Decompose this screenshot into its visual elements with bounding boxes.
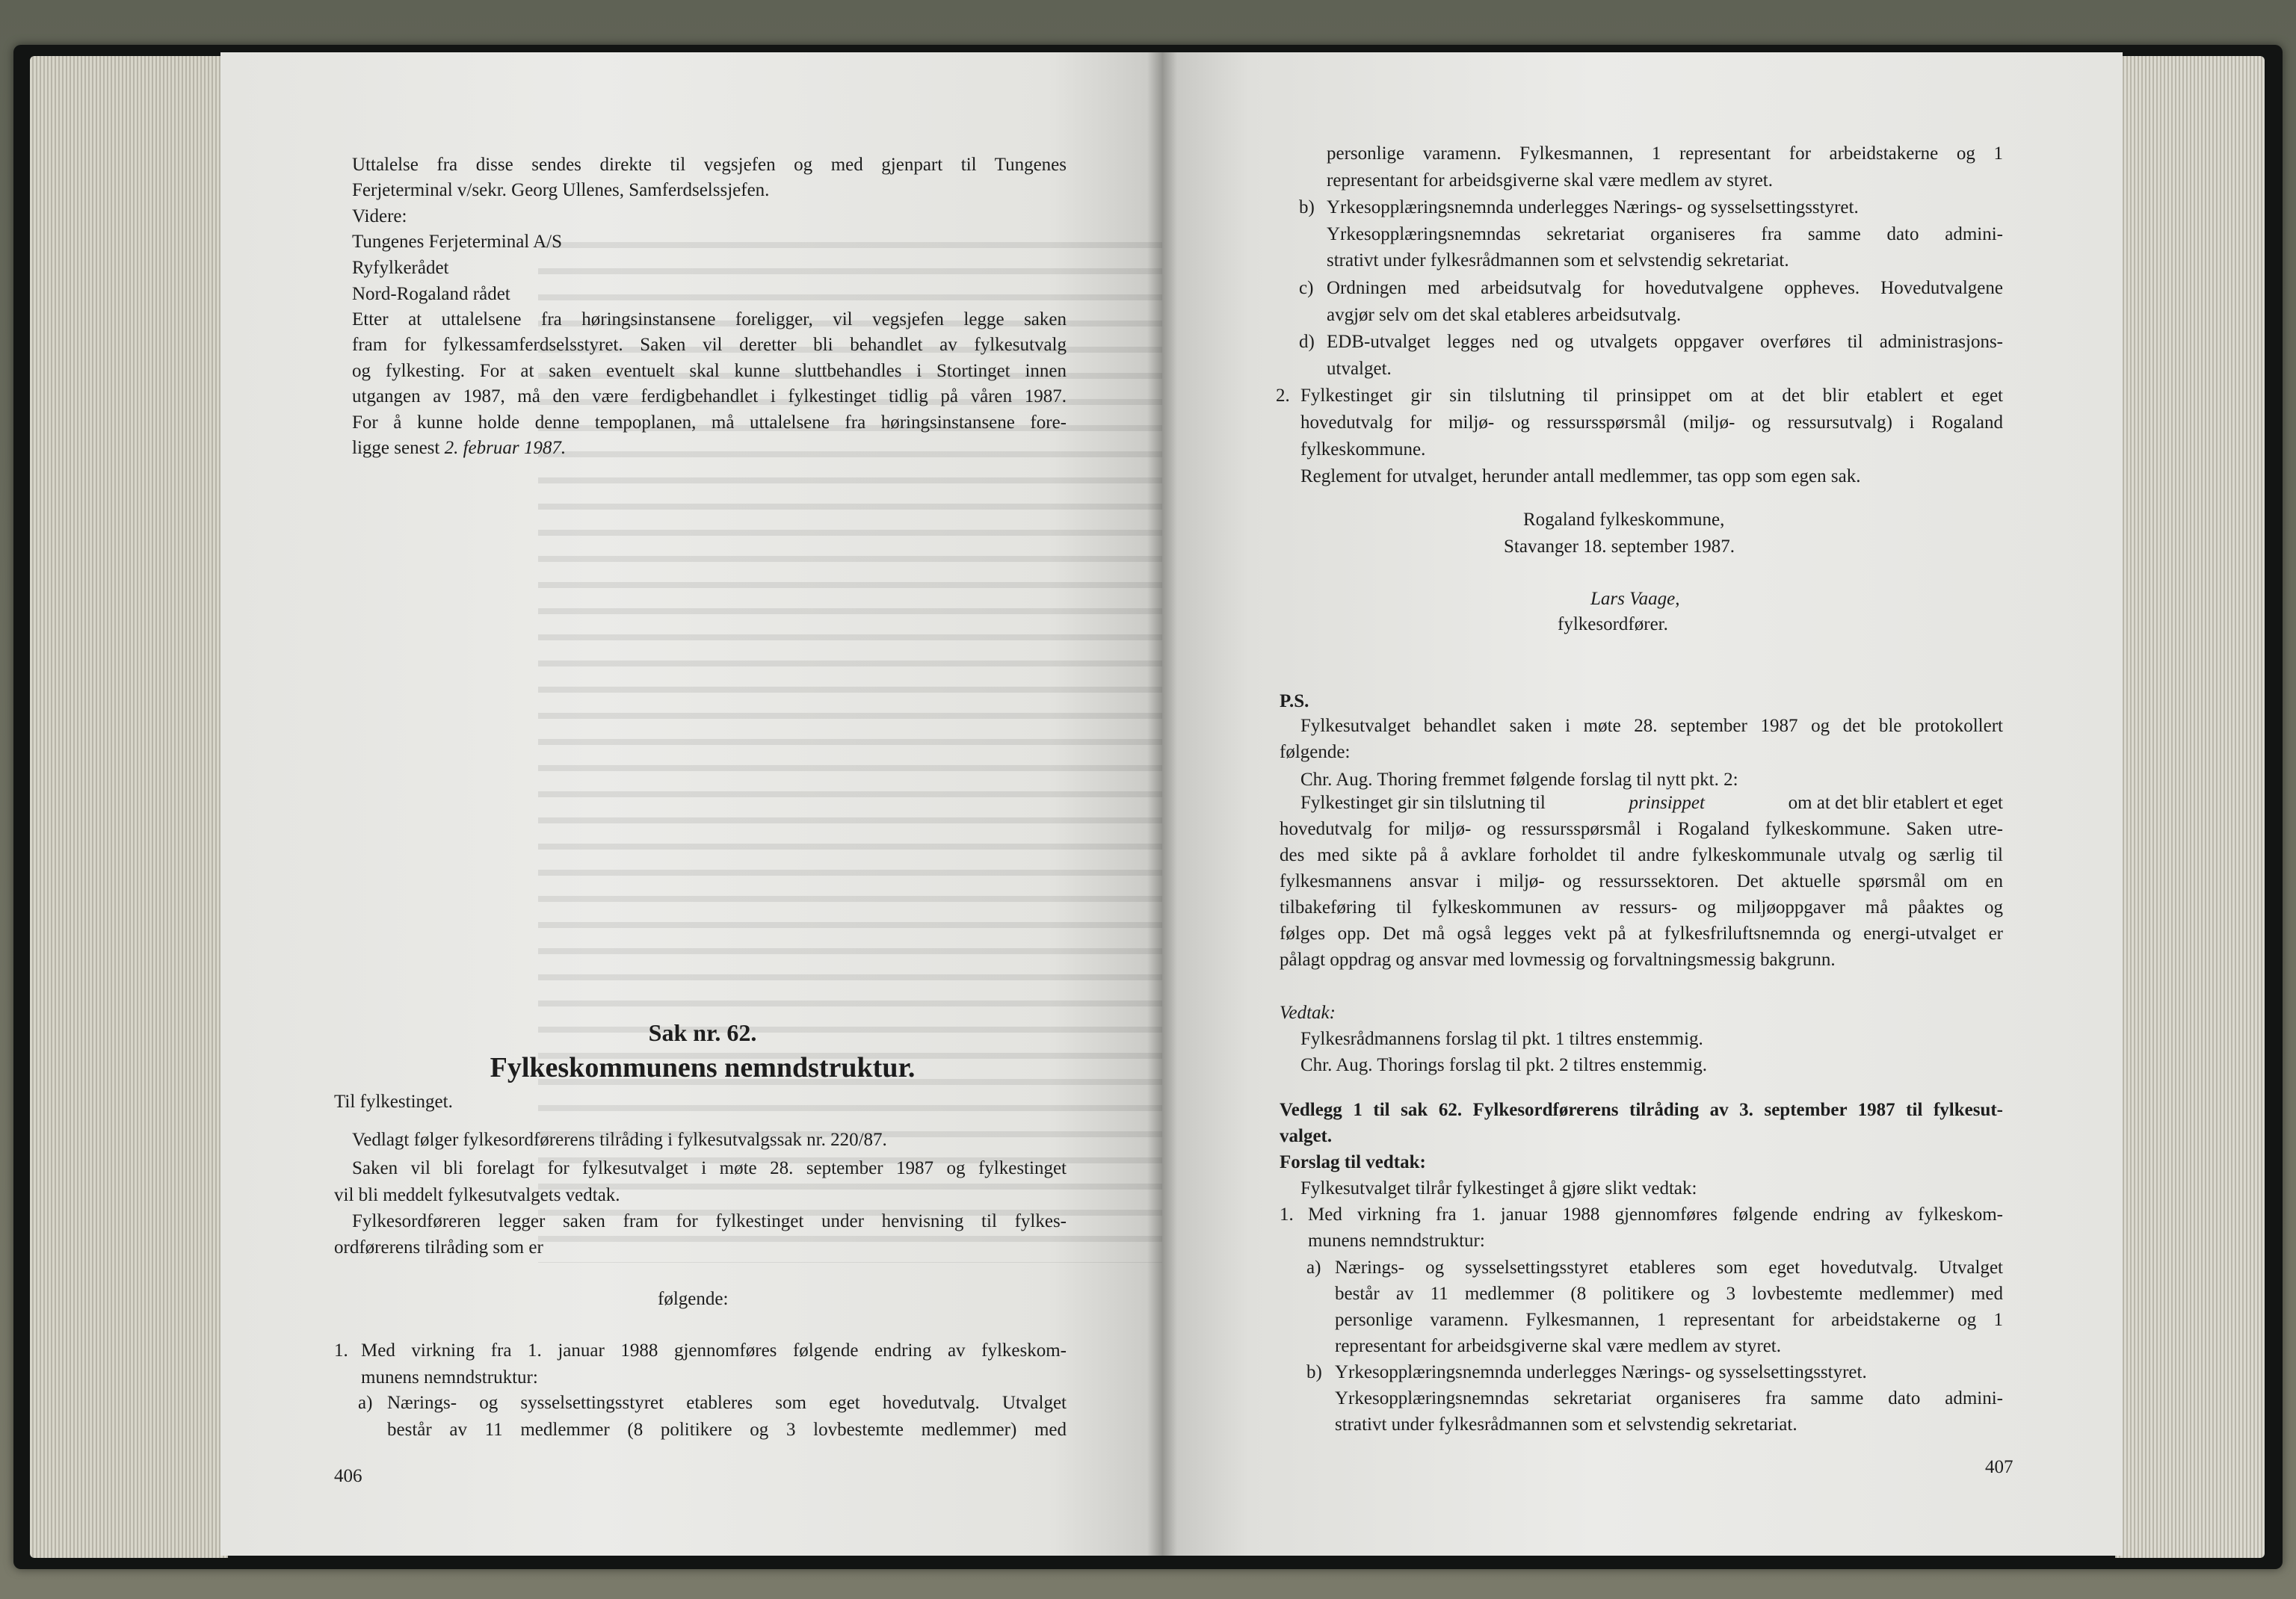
deadline-date: 2. februar 1987. (444, 438, 567, 458)
text-line: munens nemndstruktur: (361, 1367, 538, 1388)
list-letter: d) (1299, 332, 1315, 352)
text-line: hovedutvalg for miljø- og ressursspørsmål i Rogaland fylkeskommune. Saken utre- (1280, 819, 2003, 839)
text-line: følgende: (1280, 742, 1351, 762)
text-line: strativt under fylkesrådmannen som et selvstendig sekretariat. (1327, 250, 1789, 270)
list-number: 1. (334, 1340, 348, 1361)
list-number: 1. (1280, 1204, 1294, 1225)
sak-title: Sak nr. 62. (648, 1019, 757, 1046)
text-line: fram for fylkessamferdselsstyret. Saken vil deretter bli behandlet av fylkesutvalg (352, 335, 1067, 355)
text-line: Nord-Rogaland rådet (352, 284, 510, 304)
ps-para-emphasis: prinsippet (1629, 793, 1705, 813)
text-line: utvalget. (1327, 359, 1392, 379)
text-line: Uttalelse fra disse sendes direkte til vegsjefen og med gjenpart til Tungenes (352, 155, 1067, 175)
text-line: vil bli meddelt fylkesutvalgets vedtak. (334, 1185, 620, 1205)
text-line: følges opp. Det må også legges vekt på at fylkesfriluftsnemnda og energi-utvalget er (1280, 924, 2003, 944)
text-line: Nærings- og sysselsettingsstyret etableres som eget hovedutvalg. Utvalget (387, 1393, 1067, 1413)
text-line: ordførerens tilråding som er (334, 1237, 543, 1258)
sak-subtitle: Fylkeskommunens nemndstruktur. (490, 1052, 916, 1083)
text-line: Nærings- og sysselsettingsstyret etableres som eget hovedutvalg. Utvalget (1335, 1258, 2003, 1278)
text-line: og fylkesting. For at saken eventuelt skal kunne sluttbehandles i Stortinget innen (352, 361, 1067, 381)
text-line: utgangen av 1987, må den være ferdigbehandlet i fylkestinget tidlig på våren 1987. (352, 386, 1067, 406)
text-line: Med virkning fra 1. januar 1988 gjennomføres følgende endring av fylkeskom- (1308, 1204, 2003, 1225)
text-line: Fylkestinget gir sin tilslutning til prinsippet om at det blir etablert et eget (1300, 386, 2003, 406)
left-page-edges (30, 56, 228, 1558)
text-line: personlige varamenn. Fylkesmannen, 1 representant for arbeidstakerne og 1 (1327, 143, 2003, 164)
list-number: 2. (1276, 386, 1290, 406)
right-page-edges (2115, 56, 2265, 1558)
text-line: representant for arbeidsgiverne skal være medlem av styret. (1335, 1336, 1781, 1356)
text-line: Etter at uttalelsene fra høringsinstansene foreligger, vil vegsjefen legge saken (352, 309, 1067, 330)
text-line: pålagt oppdrag og ansvar med lovmessig og forvaltningsmessig bakgrunn. (1280, 950, 1836, 970)
ps-heading: P.S. (1280, 691, 1309, 711)
list-letter: b) (1299, 197, 1315, 217)
forslag-heading: Forslag til vedtak: (1280, 1152, 1426, 1172)
ps-para-pre: Fylkestinget gir sin tilslutning til (1300, 793, 1546, 813)
text-line: EDB-utvalget legges ned og utvalgets oppgaver overføres til administrasjons- (1327, 332, 2003, 352)
text-line: des med sikte på å avklare forholdet til andre fylkeskommunale utvalg og særlig til (1280, 845, 2003, 865)
signature-org: Rogaland fylkeskommune, (1523, 510, 1725, 530)
text-line: munens nemndstruktur: (1308, 1231, 1485, 1251)
text-line: avgjør selv om det skal etableres arbeidsutvalg. (1327, 305, 1682, 325)
text-line: Chr. Aug. Thoring fremmet følgende forslag til nytt pkt. 2: (1300, 770, 1738, 790)
text-line: Videre: (352, 206, 407, 226)
text-line: fylkeskommune. (1300, 439, 1426, 460)
text-line: Fylkesordføreren legger saken fram for fylkestinget under henvisning til fylkes- (352, 1211, 1067, 1231)
text-line: Ferjeterminal v/sekr. Georg Ullenes, Samferdselssjefen. (352, 180, 770, 200)
list-letter: a) (358, 1393, 373, 1413)
text-line: fylkesmannens ansvar i miljø- og ressurssektoren. Det aktuelle spørsmål om en (1280, 871, 2003, 891)
text-line: Fylkesutvalget behandlet saken i møte 28. september 1987 og det ble protokollert (1300, 716, 2003, 736)
text-line: strativt under fylkesrådmannen som et selvstendig sekretariat. (1335, 1414, 1797, 1435)
vedlegg-heading: valget. (1280, 1126, 1333, 1146)
text-line: tilbakeføring til fylkeskommunen av ressurs- og miljøoppgaver må påaktes og (1280, 897, 2003, 918)
text-line: Reglement for utvalget, herunder antall medlemmer, tas opp som egen sak. (1300, 466, 1861, 486)
list-letter: c) (1299, 278, 1314, 298)
text-line: Yrkesopplæringsnemnda underlegges Nærings- og sysselsettingsstyret. (1327, 197, 1859, 217)
deadline-prefix: ligge senest (352, 438, 440, 458)
list-letter: b) (1306, 1362, 1322, 1382)
text-line: Yrkesopplæringsnemnda underlegges Nærings- og sysselsettingsstyret. (1335, 1362, 1867, 1382)
text-line: Vedlagt følger fylkesordførerens tilråding i fylkesutvalgssak nr. 220/87. (352, 1130, 887, 1150)
text-line: Ryfylkerådet (352, 258, 449, 278)
text-line (352, 435, 566, 462)
book-gutter (1147, 52, 1177, 1556)
vedtak-heading: Vedtak: (1280, 1003, 1336, 1023)
text-line: Yrkesopplæringsnemndas sekretariat organiseres fra samme dato admini- (1327, 224, 2003, 244)
signature-place-date: Stavanger 18. september 1987. (1504, 536, 1735, 557)
text-line: personlige varamenn. Fylkesmannen, 1 representant for arbeidstakerne og 1 (1335, 1310, 2003, 1330)
text-line: Saken vil bli forelagt for fylkesutvalget i møte 28. september 1987 og fylkestinget (352, 1158, 1067, 1178)
text-line: Tungenes Ferjeterminal A/S (352, 232, 563, 252)
text-line: Fylkesutvalget tilrår fylkestinget å gjøre slikt vedtak: (1300, 1178, 1697, 1199)
page-number: 407 (1985, 1457, 2013, 1477)
text-line: For å kunne holde denne tempoplanen, må uttalelsene fra høringsinstansene fore- (352, 412, 1067, 433)
text-line: Med virkning fra 1. januar 1988 gjennomføres følgende endring av fylkeskom- (361, 1340, 1067, 1361)
vedlegg-heading: Vedlegg 1 til sak 62. Fylkesordførerens tilråding av 3. september 1987 til fylkesut- (1280, 1100, 2003, 1120)
text-line: hovedutvalg for miljø- og ressursspørsmål (miljø- og ressursutvalg) i Rogaland (1300, 412, 2003, 433)
text-line (1300, 790, 2003, 817)
text-line: Ordningen med arbeidsutvalg for hovedutvalgene oppheves. Hovedutvalgene (1327, 278, 2003, 298)
signature-name: Lars Vaage, (1590, 589, 1680, 609)
text-line: består av 11 medlemmer (8 politikere og 3 lovbestemte medlemmer) med (1335, 1284, 2003, 1304)
signature-role: fylkesordfører. (1558, 614, 1668, 634)
page-number: 406 (334, 1466, 362, 1486)
text-line: består av 11 medlemmer (8 politikere og 3 lovbestemte medlemmer) med (387, 1420, 1067, 1440)
ps-para-post: om at det blir etablert et eget (1788, 793, 2003, 813)
text-line: Yrkesopplæringsnemndas sekretariat organiseres fra samme dato admini- (1335, 1388, 2003, 1408)
text-line: representant for arbeidsgiverne skal være medlem av styret. (1327, 170, 1773, 191)
list-letter: a) (1306, 1258, 1321, 1278)
text-line: Chr. Aug. Thorings forslag til pkt. 2 tiltres enstemmig. (1300, 1055, 1707, 1075)
text-line: Fylkesrådmannens forslag til pkt. 1 tiltres enstemmig. (1300, 1029, 1703, 1049)
text-line: Til fylkestinget. (334, 1092, 453, 1112)
text-line: følgende: (658, 1289, 729, 1309)
